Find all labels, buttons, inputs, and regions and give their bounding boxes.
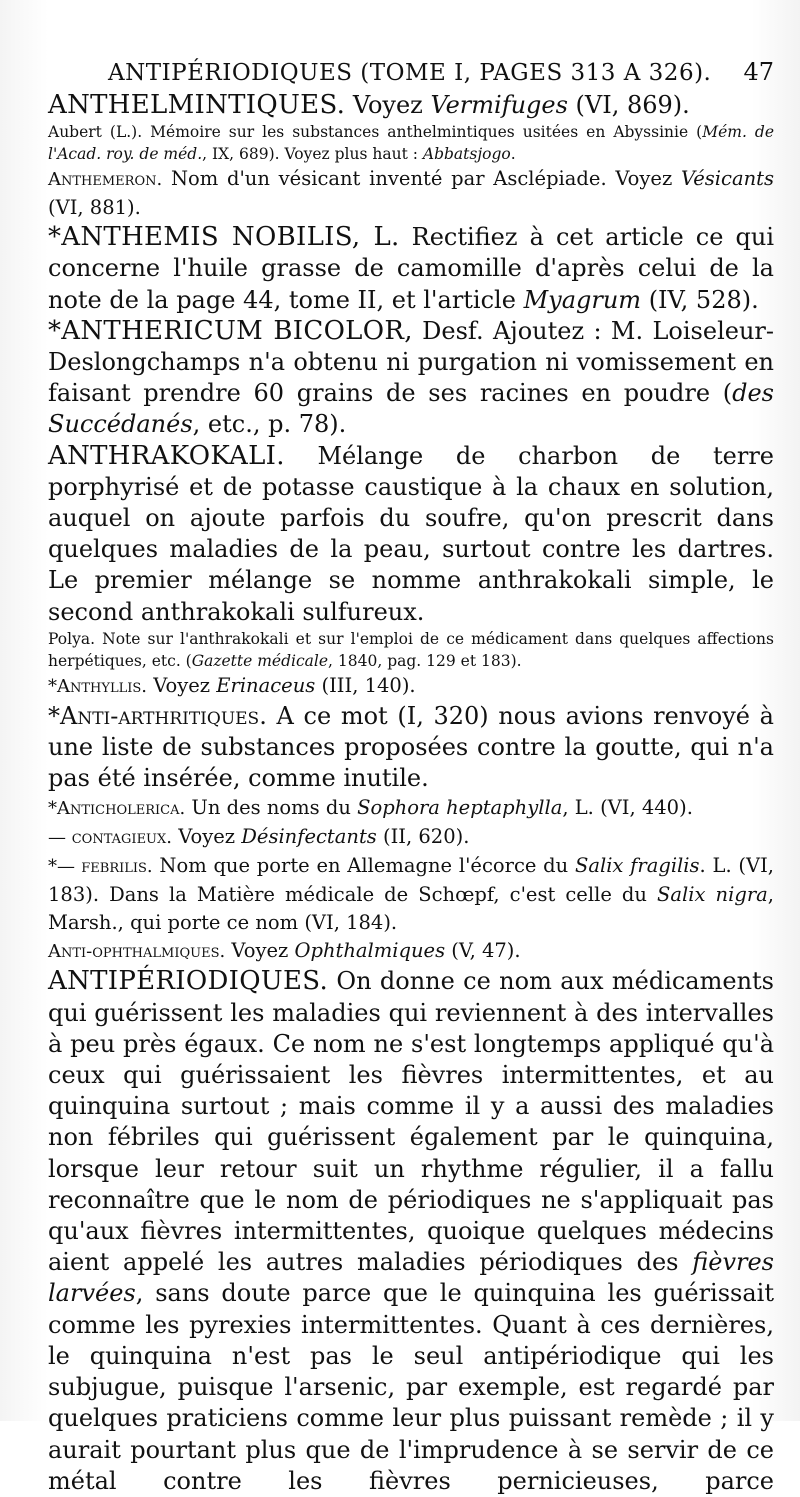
entry-anthericum-bicolor: *ANTHERICUM BICOLOR, Desf. Ajoutez : M. Loiseleur-Deslongchamps n'a obtenu ni purgation ni vomissement en faisant prendre 60 grains de ses racines en poudre (des Succédanés, etc., p. 78).	[48, 315, 774, 439]
entry-headword: — contagieux.	[48, 827, 172, 849]
species-name: Sophora heptaphylla	[357, 796, 563, 820]
species-name: Salix nigra	[657, 883, 768, 907]
running-header	[108, 58, 774, 86]
species-name: Salix fragilis	[574, 854, 700, 878]
entry-anthrakokali: ANTHRAKOKALI. Mélange de charbon de terre porphyrisé et de potasse caustique à la chaux en solution, auquel on ajoute parfois du soufre, qu'on prescrit dans quelques maladies de la peau, surtout contre les dartres. Le premier mélange se nomme anthrakokali simple, le second anthrakokali sulfureux.	[48, 440, 774, 626]
entry-anthemeron: Anthemeron. Nom d'un vésicant inventé par Asclépiade. Voyez Vésicants (VI, 881).	[48, 167, 774, 220]
cross-reference: Myagrum	[523, 285, 642, 314]
entry-headword: Anthemeron.	[48, 169, 163, 191]
emphasis-term: fièvres larvées	[48, 1248, 774, 1308]
entry-headword: ANTHRAKOKALI.	[48, 440, 285, 471]
cross-reference: Vermifuges	[430, 91, 568, 119]
entry-anti-arthritiques: *Anti-arthritiques. A ce mot (I, 320) nous avions renvoyé à une liste de substances proposées contre la goutte, qui n'a pas été insérée, comme inutile.	[48, 701, 774, 793]
entry-headword: *Anthyllis.	[48, 675, 147, 697]
entry-headword: *Anti-arthritiques.	[48, 701, 267, 730]
entry-antiperiodiques: ANTIPÉRIODIQUES. On donne ce nom aux médicaments qui guérissent les maladies qui reviennent à des intervalles à peu près égaux. Ce nom ne s'est longtemps appliqué qu'à ceux qui guérissaient les fièvres intermittentes, et au quinquina surtout ; mais comme il y a aussi des maladies non fébriles qui guérissent également par le quinquina, lorsque leur retour suit un rhythme régulier, il a fallu reconnaître que le nom de périodiques ne s'appliquait pas qu'aux fièvres intermittentes, quoique quelques médecins aient appelé les autres maladies périodiques des fièvres larvées, sans doute parce que le quinquina les guérissait comme les pyrexies intermittentes. Quant à ces dernières, le quinquina n'est pas le seul antipériodique qui les subjugue, puisque l'arsenic, par exemple, est regardé par quelques praticiens comme leur plus puissant remède ; il y aurait pourtant plus que de l'imprudence à se servir de ce métal contre les fièvres pernicieuses, parce	[48, 966, 774, 1495]
entry-headword: *ANTHEMIS NOBILIS, L.	[48, 222, 400, 253]
bibliography-note: Polya. Note sur l'anthrakokali et sur l'emploi de ce médicament dans quelques affections herpétiques, etc. (Gazette médicale, 1840, pag. 129 et 183).	[48, 629, 774, 670]
entry-headword: ANTIPÉRIODIQUES.	[48, 966, 329, 997]
cross-reference: des Succédanés	[48, 379, 774, 439]
entry-anthemis-nobilis: *ANTHEMIS NOBILIS, L. Rectifiez à cet article ce qui concerne l'huile grasse de camomille d'après celui de la note de la page 44, tome II, et l'article Myagrum (IV, 528).	[48, 222, 774, 314]
entry-headword: ANTHELMINTIQUES.	[48, 90, 346, 120]
entry-headword: *ANTHERICUM BICOLOR,	[48, 315, 413, 346]
cross-reference: Vésicants	[680, 167, 774, 191]
running-title: ANTIPÉRIODIQUES (TOME I, PAGES 313 A 326).	[108, 60, 712, 86]
page-number: 47	[743, 58, 774, 86]
entry-anticholerica: *Anticholerica. Un des noms du Sophora heptaphylla, L. (VI, 440).	[48, 796, 693, 820]
cross-reference: Ophthalmiques	[294, 939, 446, 963]
entry-anthelmintiques: ANTHELMINTIQUES. Voyez Vermifuges (VI, 869).	[48, 90, 690, 120]
entry-headword: *Anticholerica.	[48, 798, 186, 820]
cross-reference: Désinfectants	[241, 825, 377, 849]
entry-headword: Anti-ophthalmiques.	[48, 941, 226, 963]
entry-contagieux: — contagieux. Voyez Désinfectants (II, 620).	[48, 825, 470, 849]
entry-febrilis: *— febrilis. Nom que porte en Allemagne l'écorce du Salix fragilis. L. (VI, 183). Dans la Matière médicale de Schœpf, c'est celle du Salix nigra, Marsh., qui porte ce nom (VI, 184).	[48, 854, 774, 935]
cross-reference: Erinaceus	[216, 673, 316, 697]
entry-anthyllis: *Anthyllis. Voyez Erinaceus (III, 140).	[48, 673, 416, 697]
bibliography-note: Aubert (L.). Mémoire sur les substances anthelmintiques usitées en Abyssinie (Mém. de l'Acad. roy. de méd., IX, 689). Voyez plus haut : Abbatsjogo.	[48, 123, 774, 164]
entry-headword: *— febrilis.	[48, 856, 153, 878]
entry-anti-ophthalmiques: Anti-ophthalmiques. Voyez Ophthalmiques (V, 47).	[48, 939, 521, 963]
